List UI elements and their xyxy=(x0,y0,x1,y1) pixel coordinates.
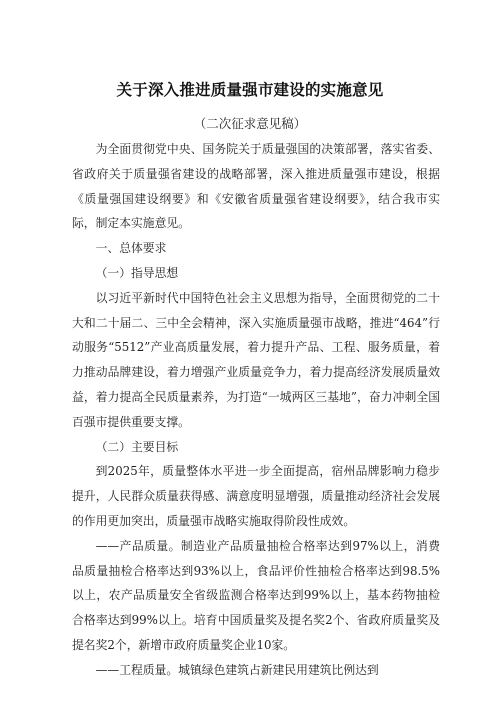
section-heading-general-requirements: 一、总体要求 xyxy=(95,241,167,256)
subsection-heading-guiding-ideology: （一）指导思想 xyxy=(95,265,179,280)
document-subtitle: （二次征求意见稿） xyxy=(193,116,307,131)
product-quality-paragraph: ——产品质量。制造业产品质量抽检合格率达到97%以上，消费品质量抽检合格率达到93%以上，食品评价性抽检合格率达到98.5%以上，农产品质量安全省级监测合格率达到99%以上，基本药物抽检合格率达到99%以上。培育中国质量奖及提名奖2个、省政府质量奖及提名奖2个，新增市政府质量奖企业10家。 xyxy=(72,538,440,652)
intro-paragraph: 为全面贯彻党中央、国务院关于质量强国的决策部署，落实省委、省政府关于质量强省建设的战略部署，深入推进质量强市建设，根据《质量强国建设纲要》和《安徽省质量强省建设纲要》，结合我市实际，制定本实施意见。 xyxy=(72,142,440,231)
engineering-quality-paragraph: ——工程质量。城镇绿色建筑占新建民用建筑比例达到 xyxy=(95,662,379,677)
document-body xyxy=(72,137,440,683)
document-title: 关于深入推进质量强市建设的实施意见 xyxy=(116,81,384,99)
main-goals-paragraph: 到2025年，质量整体水平进一步全面提高，宿州品牌影响力稳步提升，人民群众质量获得感、满意度明显增强，质量推动经济社会发展的作用更加突出，质量强市战略实施取得阶段性成效。 xyxy=(72,464,440,528)
guiding-ideology-paragraph: 以习近平新时代中国特色社会主义思想为指导，全面贯彻党的二十大和二十届二、三中全会精神，深入实施质量强市战略，推进“464”行动服务“5512”产业高质量发展，着力提升产品、工程、服务质量，着力推动品牌建设，着力增强产业质量竞争力，着力提高经济发展质量效益，着力提高全民质量素养，为打造“一城两区三基地”，奋力冲刺全国百强市提供重要支撑。 xyxy=(72,290,440,429)
subsection-heading-main-goals: （二）主要目标 xyxy=(95,439,179,454)
